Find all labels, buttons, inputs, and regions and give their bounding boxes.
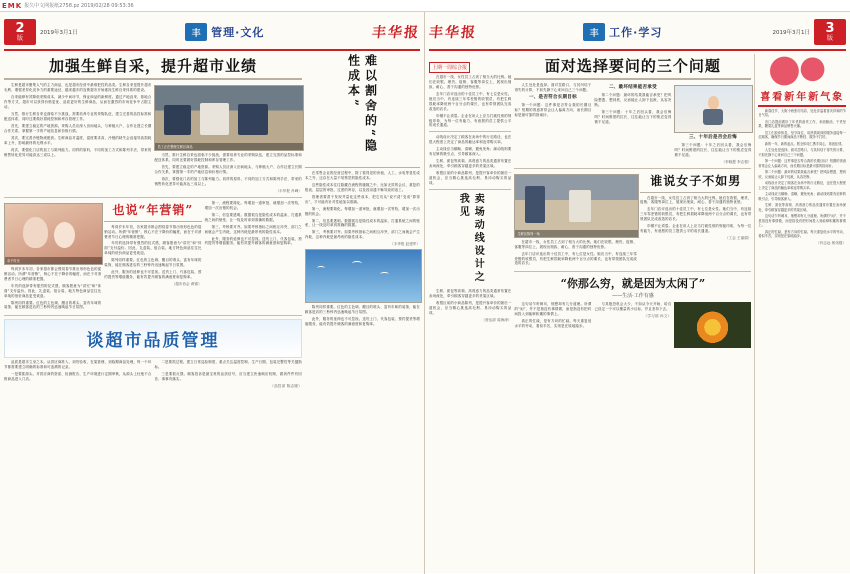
page-number-badge-right — [814, 19, 846, 45]
paper-logo-icon-right: 丰 — [583, 23, 605, 41]
paragraph: 再次，要强化门店的加工与陈列能力。同样的原料，不同的加工方式和陈列手法，带来的销售转化差异可能高达三成以上。 — [4, 147, 152, 157]
divider — [4, 315, 302, 316]
paragraph: 第三个问题：十年之后回头看，我会后悔吗？时间维度的拉长，往往能让当下的焦虑变得微不足道。 — [594, 109, 672, 124]
paragraph: 生鲜、面包等高频、高诱惑力的品类通常布置在卖场深处，牵引顾客穿越更多的货架区域。 — [429, 159, 512, 169]
paragraph: 当然，推行生鲜自采也面临不少挑战，需要培养专业的采购队伍，建立完善的品控标准和配送体系，同时还要做好损耗控制和库存管理工作。 — [154, 153, 302, 163]
paragraph: 第三，考核要对齐。如果考核指标之间相互冲突，部门之间就会产生内耗，这种内耗是最昂贵的隐性成本。 — [304, 230, 420, 240]
byline-right-1: （工会 王丽娟） — [725, 236, 752, 241]
page-number-label-left: 版 — [16, 35, 23, 42]
masthead-right — [429, 15, 846, 51]
divider — [429, 189, 511, 190]
article-body-3b — [154, 360, 301, 389]
paragraph: 此外，服务的延伸也不可忽视。送货上门、代客包装、预约提货等增值服务，能有效提升顾客的满意度和复购率。 — [104, 270, 202, 280]
paragraph: 在超市一线，女性员工占到了相当大的比例。她们在收银、理货、促销、客服等岗位上，展现出细致、耐心、善于沟通的独特优势。 — [429, 75, 512, 89]
paragraph: 首先，要建立稳定的产地资源。采购人员应深入田间地头，与种植大户、合作社建立长期合作关系，掌握第一手的产地信息和价格行情。 — [154, 165, 302, 175]
column-right-sidebar — [754, 54, 846, 574]
paragraph: 在超市一线，女性员工占到了相当大的比例。她们在收银、理货、促销、客服等岗位上，展现出细致、耐心、善于沟通的独特优势。 — [640, 195, 752, 205]
paragraph: 收银区前的小商品陈列，是提升客单价的最后一道机会，应当精心挑选高毛利、易冲动购买的品项。 — [429, 171, 512, 185]
paragraph: 二是要抓过程。建立日常巡检制度，重点关注温度控制、生产日期、包装完整性等关键指标。 — [154, 360, 302, 370]
byline-right-3: （学习部 孙文） — [643, 314, 672, 319]
article-body-0-cont — [154, 153, 301, 187]
paragraph: 人生处处是选择。面对岔路口，与其纠结于得失的计算，不如先静下心来问自己三个问题。 — [514, 83, 592, 93]
divider — [758, 105, 846, 107]
paragraph: 第三个问题：十年之后回头看，我会后悔吗？时间维度的拉长，往往能让当下的焦虑变得微不足道。 — [674, 142, 752, 157]
paragraph: 其次，要完善冷链物流配套。生鲜商品对温度、湿度要求高，冷链的缺失会直接导致损耗率上升，影响最终的毛利水平。 — [4, 135, 152, 145]
column-box-title: 上期一周综合报 — [429, 62, 470, 73]
paragraph: 当然，推行生鲜自采也面临不少挑战，需要培养专业的采购队伍，建立完善的品控标准和配送体系，同时还要做好损耗控制和库存管理工作。 — [4, 111, 152, 121]
divider — [514, 168, 751, 169]
headline-vertical-right: 卖场动线设计之我见 — [457, 192, 484, 284]
paragraph: 生鲜是超市聚集人气的主力商品，也是超市经营中最难把控的品类。生鲜自采是提升超市毛利、增强差异化竞争力的重要途径，越来越多的连锁超市开始重视生鲜自采体系的建设。 — [4, 83, 152, 93]
paragraph: 动线设计决定了顾客在卖场中的行走路径，也在很大程度上决定了商品的触达率和连带购买率。 — [429, 135, 512, 145]
paragraph: 这些隐性成本往往隐藏在流程的缝隙之中，比如无效的会议、重复的报表、层层的审批、过度的库存，以及因沟通不畅导致的返工。 — [304, 182, 420, 192]
article-body-1-cont — [305, 305, 420, 327]
subhead-0: 一、是否符合长期目标 — [528, 95, 577, 101]
divider — [640, 192, 751, 193]
paragraph: 再次，要强化门店的加工与陈列能力。同样的原料，不同的加工方式和陈列手法，带来的销售转化差异可能高达三成以上。 — [154, 177, 302, 186]
brief-body-2 — [429, 135, 511, 185]
photo-caption: 亲子时光 — [5, 257, 102, 264]
paragraph: 这句话乍听刺耳，细想却有几分道理。所谓的“闲”，并不是指没有事情做，而是指没有把时间投入到能够积累的事情上。 — [758, 214, 846, 228]
paper-name-left: 丰华报 — [371, 25, 421, 41]
paragraph: 每到岁末年初，各家超市都会围绕春节推出形形色色的促销活动。所谓“年营销”，核心不在于降价的幅度，而在于对消费者节日心理的精准把握。 — [104, 224, 202, 239]
column-right-main — [514, 54, 751, 574]
paragraph: 管理者要善于发现并量化这些成本，把它们从“说不清”变成“算得出”，才可能有针对性地加以削减。 — [304, 194, 420, 204]
divider — [104, 221, 201, 222]
page-left — [0, 12, 425, 574]
article-right-0b — [594, 83, 671, 164]
article-right-3a — [514, 302, 591, 348]
decor-peach-icon — [758, 54, 846, 88]
article-body-2 — [104, 225, 201, 280]
article-right-3b — [594, 302, 671, 348]
paragraph: 真正的忙碌，是有方向的忙碌。每天重复低水平的劳动，看似辛苦，实则是在原地踏步。 — [514, 319, 592, 329]
byline-right-2: （营运部 周海涛） — [481, 317, 512, 322]
photo-illustration-birds — [305, 249, 422, 303]
sidebar-title: 喜看新年新气象 — [760, 92, 845, 103]
quote-headline: “你那么穷，就是因为太闲了” — [560, 277, 706, 291]
article-right-1a — [514, 240, 637, 267]
article-body-0 — [4, 83, 151, 157]
brief-body — [429, 75, 511, 128]
paragraph: 生鲜、面包等高频、高诱惑力的品类通常布置在卖场深处，牵引顾客穿越更多的货架区域。 — [429, 288, 512, 298]
paragraph: 陈列同样重要。红色的主色调、醒目的堆头、富有年味的装饰，能在顾客进店的三秒钟内迅速唤起节日氛围。 — [304, 305, 420, 315]
column-left-main — [4, 54, 302, 574]
paragraph: 人生处处是选择。面对岔路口，与其纠结于得失的计算，不如先静下心来问自己三个问题。 — [758, 148, 846, 157]
paragraph: 第二，信息要透明。数据孤岛是隐性成本的温床，打通系统之间的壁垒，让一线及时拿到准确的数据。 — [204, 212, 302, 222]
paragraph: 第一，流程要简化。每增加一道审批，就增加一次等待，增加一次出错的机会。 — [204, 200, 302, 210]
paragraph: 三是要抓反馈。顾客投诉是最宝贵的品质信号，应当建立快速响应机制，做到件件有回音、事事有落实。 — [154, 372, 302, 382]
paragraph: 员工们放弃休息，坚守岗位，用热情周到的服务迎接每一位顾客，确保节日期间商品不断档、服务不打折。 — [758, 130, 846, 140]
file-meta: 报久中文网报纸2758.pz 2019/02/28 09:53:36 — [24, 3, 134, 9]
article-right-1b — [640, 196, 751, 235]
paper-logo-icon-left: 丰 — [185, 23, 207, 41]
paragraph: 年货的选择带有强烈的仪式感，顾客愿意为“讲究”和“体面”支付溢价。因此，礼盒装、组合装、地方特色商品往往比单纯的低价商品更受欢迎。 — [104, 241, 202, 256]
paragraph: 与其抱怨机会太少，不如从今天开始，给自己设定一个可以衡量的小目标，并且坚持下去。 — [594, 302, 672, 312]
paragraph: 第二个问题：最坏的结果我能否承受？把风险想透、想到底，反而能让人卸下包袱，从容决断。 — [758, 170, 846, 179]
paragraph: 去年门店评选出的十佳员工中，有七位是女性。她们当中，有连续三年零差错的收银员，有把生鲜损耗率降低两个百分点的课长，也有带领团队完成改造的店长。 — [429, 91, 512, 111]
banner-headline: 谈超市品质管理 — [86, 331, 220, 352]
divider — [514, 78, 751, 80]
headline-main-left: 加强生鲜自采，提升超市业绩 — [48, 57, 257, 75]
section-title-left: 管理·文化 — [211, 26, 265, 39]
paragraph: 收银区前的小商品陈列，是提升客单价的最后一道机会，应当精心挑选高毛利、易冲动购买的品项。 — [429, 300, 512, 315]
paragraph: 动线设计决定了顾客在卖场中的行走路径，也在很大程度上决定了商品的触达率和连带购买率。 — [758, 181, 846, 190]
divider — [514, 271, 751, 272]
headline-right-1: 谁说女子不如男 — [650, 173, 742, 188]
paper-name-right: 丰华报 — [428, 25, 478, 41]
photo-supermarket — [154, 85, 303, 151]
paragraph: 每到岁末年初，各家超市都会围绕春节推出形形色色的促销活动。所谓“年营销”，核心不在于降价的幅度，而在于对消费者节日心理的精准把握。 — [4, 266, 102, 281]
paragraph: 一是要抓源头。对供应商的资质、检测报告、生产环境进行定期审核，从源头上杜绝不合格商品进入门店。 — [4, 372, 152, 382]
divider — [4, 197, 302, 198]
photo-family — [4, 203, 103, 265]
article-body-2-cont — [205, 201, 302, 247]
paragraph: 第一，流程要简化。每增加一道审批，就增加一次等待，增加一次出错的机会。 — [304, 206, 420, 216]
paragraph: 在零售企业的经营过程中，除了看得见的房租、人工、水电等显性成本之外，还存在大量不易察觉的隐性成本。 — [304, 171, 420, 180]
page-right — [425, 12, 850, 574]
byline-2: （超市协会 黄锦） — [171, 282, 202, 287]
paragraph: 这句话乍听刺耳，细想却有几分道理。所谓的“闲”，并不是指没有事情做，而是指没有把时间投入到能够积累的事情上。 — [514, 302, 592, 317]
headline-article-2: 也说“年营销” — [112, 202, 194, 217]
paragraph: 新的一年，新的起点。愿全体同仁携手同心，再创佳绩。 — [764, 141, 845, 146]
dateline-right: 2019年3月1日 — [772, 30, 810, 36]
paragraph: 去年门店评选出的十佳员工中，有七位是女性。她们当中，有连续三年零差错的收银员，有把生鲜损耗率降低两个百分点的课长，也有带领团队完成改造的店长。 — [640, 207, 752, 222]
byline-right-0: （李晓慧 李志强） — [721, 159, 752, 164]
column-right-1 — [429, 54, 511, 574]
photo-store-aisle — [514, 174, 639, 238]
app-logo: EMK — [2, 1, 23, 10]
paragraph: 去年门店评选出的十佳员工中，有七位是女性。她们当中，有连续三年零差错的收银员，有把生鲜损耗率降低两个百分点的课长，也有带领团队完成改造的店长。 — [514, 251, 637, 266]
paragraph: 第二，信息要透明。数据孤岛是隐性成本的温床，打通系统之间的壁垒，让一线及时拿到准确的数据。 — [304, 218, 420, 228]
paragraph: 巾帼不让须眉。企业在用人上应当打破性别的刻板印象，为每一位有能力、有意愿的员工提供公平的成长通道。 — [640, 224, 752, 234]
subhead-1: 二、最坏结果能否承受 — [608, 85, 657, 91]
paragraph: 第三，考核要对齐。如果考核指标之间相互冲突，部门之间就会产生内耗，这种内耗是最昂贵的隐性成本。 — [204, 224, 302, 234]
article-body-caption-text — [4, 267, 101, 311]
column-left-vertical — [305, 54, 420, 574]
divider — [429, 131, 511, 132]
page-number-left: 2 — [15, 21, 25, 36]
article-body-3a — [4, 360, 151, 389]
columns-right — [429, 54, 846, 574]
article-body-1 — [305, 171, 420, 240]
paragraph: 在超市一线，女性员工占到了相当大的比例。她们在收银、理货、促销、客服等岗位上，展现出细致、耐心、善于沟通的独特优势。 — [514, 239, 637, 249]
paragraph: 真正的忙碌，是有方向的忙碌。每天重复低水平的劳动，看似辛苦，实则是在原地踏步。 — [758, 229, 846, 239]
subhead-2: 三、十年后是否会后悔 — [688, 135, 737, 141]
paragraph: 品质是超市立身之本。从供应商准入、到货验收、在架管理，到临期商品处理，每一个环节都需要建立明确的标准和可追溯的记录。 — [4, 360, 152, 370]
paragraph: 陈列同样重要。红色的主色调、醒目的堆头、富有年味的装饰，能在顾客进店的三秒钟内迅速唤起节日氛围。 — [104, 258, 202, 268]
divider — [4, 78, 302, 80]
headline-main-right: 面对选择要问的三个问题 — [544, 57, 721, 75]
headline-vertical: 难以割舍的“隐性成本” — [346, 54, 378, 154]
section-header-left — [185, 23, 264, 41]
section-title-right: 工作·学习 — [609, 26, 663, 39]
masthead-left — [4, 15, 420, 51]
paragraph: 主动线应当顺畅、清晰，避免死角；副动线则要有足够的吸引点，引导顾客深入。 — [758, 192, 846, 201]
newspaper-sheet — [0, 12, 850, 574]
paragraph: 首先，要建立稳定的产地资源。采购人员应深入田间地头，与种植大户、合作社建立长期合作关系，掌握第一手的产地信息和价格行情。 — [4, 123, 152, 133]
paragraph: 自采能够有效降低采购成本，减少中间环节，保证商品的新鲜度。通过产地直采、基地合作等方式，超市可以获得价格更优、品质更好的生鲜商品，从而在激烈的市场竞争中占据主动。 — [4, 95, 152, 109]
dateline-left: 2019年3月1日 — [40, 30, 78, 36]
section-header-right — [583, 23, 662, 41]
byline-1: （丰华报 赵建军） — [390, 242, 420, 247]
article-right-0c — [674, 135, 751, 157]
article-right-0a — [514, 83, 591, 164]
paragraph: 年货的选择带有强烈的仪式感，顾客愿意为“讲究”和“体面”支付溢价。因此，礼盒装、组合装、地方特色商品往往比单纯的低价商品更受欢迎。 — [4, 283, 102, 298]
paragraph: 各门店提前做好了年货的备货工作，米面粮油、干货坚果、糖果礼盒等商品销售火爆。 — [758, 119, 846, 129]
byline-3: （品控部 陈志刚） — [270, 384, 302, 389]
paragraph: 主动线应当顺畅、清晰，避免死角；副动线则要有足够的吸引点，引导顾客深入。 — [429, 147, 512, 157]
viewer-topbar — [0, 0, 850, 12]
photo-flower — [674, 302, 751, 348]
photo-caption: 生鲜区陈列一角 — [515, 230, 638, 237]
divider — [305, 167, 420, 168]
paragraph: 生鲜、面包等高频、高诱惑力的品类通常布置在卖场深处，牵引顾客穿越更多的货架区域。 — [758, 203, 846, 212]
byline-sidebar: （肖志远 郭伟强） — [816, 240, 846, 245]
byline-0: （丰华报 肖峰） — [275, 188, 302, 193]
paragraph: 第一个问题：这件事是否符合我的长期目标？短期的诱惑常常会让人偏离方向，而长期目标是最可靠的指南针。 — [514, 102, 592, 117]
paragraph: 第二个问题：最坏的结果我能否承受？把风险想透、想到底，反而能让人卸下包袱，从容决断。 — [594, 92, 672, 107]
page-number-right: 3 — [825, 21, 835, 36]
page-number-label-right: 版 — [826, 35, 833, 42]
paragraph: 陈列同样重要。红色的主色调、醒目的堆头、富有年味的装饰，能在顾客进店的三秒钟内迅速唤起节日氛围。 — [4, 300, 102, 310]
sidebar-body — [758, 109, 846, 239]
paragraph: 新春佳节，大街小巷张灯结彩，处处洋溢着喜庆祥和的节日气氛。 — [758, 109, 846, 118]
photo-caption: 员工正在整理生鲜区商品 — [155, 143, 302, 150]
paragraph: 此外，服务的延伸也不可忽视。送货上门、代客包装、预约提货等增值服务，能有效提升顾客的满意度和复购率。 — [204, 236, 302, 246]
paragraph: 巾帼不让须眉。企业在用人上应当打破性别的刻板印象，为每一位有能力、有意愿的员工提供公平的成长通道。 — [429, 113, 512, 128]
columns-left — [4, 54, 420, 574]
quote-subtitle: ——生活·工作有感 — [612, 293, 654, 300]
page-number-badge-left — [4, 19, 36, 45]
brief-body-3 — [429, 289, 511, 316]
paragraph: 此外，服务的延伸也不可忽视。送货上门、代客包装、预约提货等增值服务，能有效提升顾客的满意度和复购率。 — [304, 317, 420, 327]
paragraph: 第一个问题：这件事是否符合我的长期目标？短期的诱惑常常会让人偏离方向，而长期目标是最可靠的指南针。 — [758, 159, 846, 168]
photo-person-jump — [674, 85, 753, 133]
